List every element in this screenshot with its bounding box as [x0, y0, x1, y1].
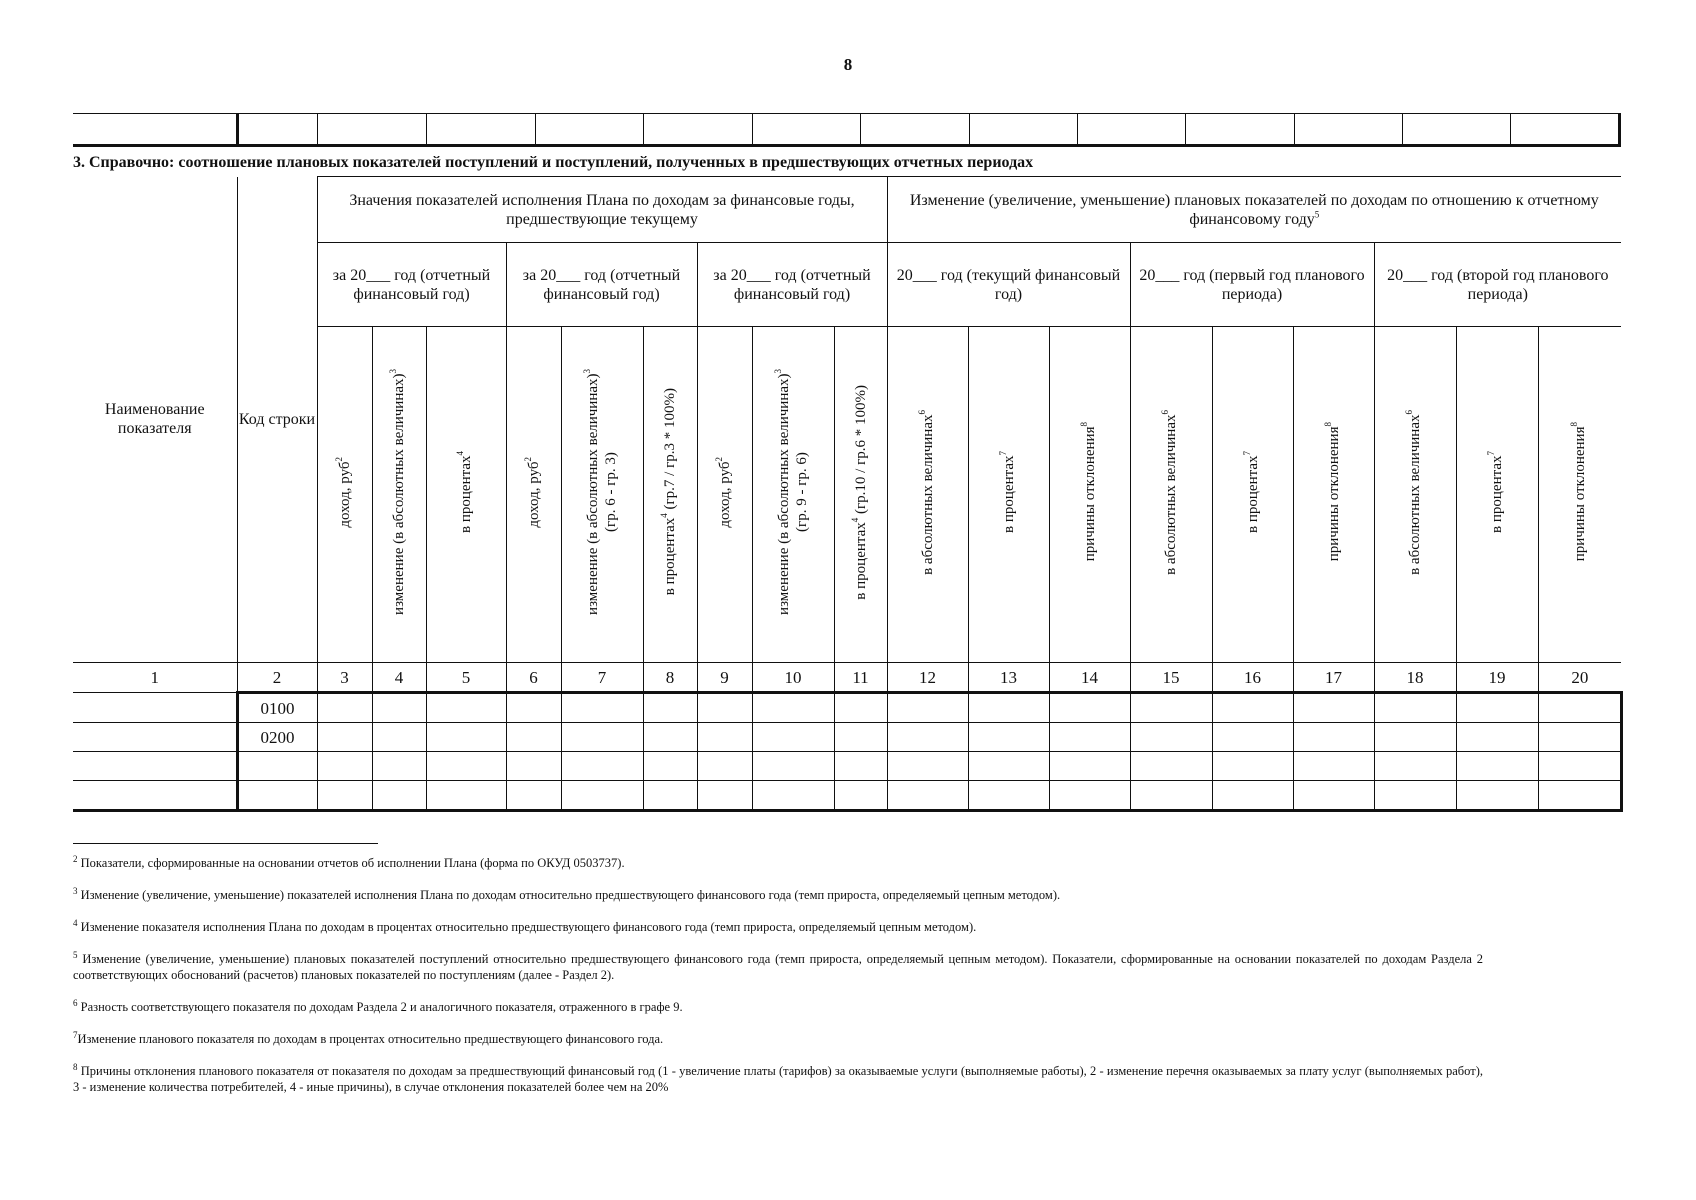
footnote: $^8$ Причины отклонения планового показателя от показателя по доходам за предшествующий финансовый год (1 - увеличение платы (тарифов) за оказываемые услуги (выполняемые работы), 2 - изменение перечня оказываемых за плату услуг (выполняемых работ), 3 - изменение количества потребителей, 4 - иные причины), в случае отклонения показателей более чем на 20% — [73, 1061, 1484, 1094]
section-title: 3. Справочно: соотношение плановых показателей поступлений и поступлений, полученных в предшествующих отчетных периодах — [73, 154, 1034, 171]
value-cell[interactable] — [372, 752, 426, 781]
column-number: 11 — [834, 663, 887, 693]
value-cell[interactable] — [561, 781, 643, 811]
header-col-5: в процентах$^4$ — [426, 327, 506, 663]
value-cell[interactable] — [317, 781, 372, 811]
footnote: $^2$ Показатели, сформированные на основании отчетов об исполнении Плана (форма по ОКУД 0503737). — [73, 853, 625, 870]
column-number: 17 — [1293, 663, 1374, 693]
value-cell[interactable] — [887, 781, 968, 811]
column-number: 7 — [561, 663, 643, 693]
value-cell[interactable] — [643, 723, 697, 752]
blank-cell — [1077, 114, 1185, 146]
footnote-separator — [73, 843, 378, 844]
table-row — [73, 752, 1621, 781]
blank-cell — [73, 114, 238, 146]
value-cell[interactable] — [506, 781, 561, 811]
page-number: 8 — [843, 55, 853, 74]
row-code-cell[interactable]: 0200 — [237, 723, 317, 752]
column-number: 1 — [73, 663, 237, 693]
value-cell[interactable] — [887, 752, 968, 781]
value-cell[interactable] — [752, 781, 834, 811]
header-col-13: в процентах$^7$ — [968, 327, 1049, 663]
blank-cell — [861, 114, 969, 146]
header-col-4: изменение (в абсолютных величинах)$^3$ — [372, 327, 426, 663]
blank-cell — [426, 114, 535, 146]
value-cell[interactable] — [1049, 693, 1130, 723]
header-col-15: в абсолютных величинах$^6$ — [1130, 327, 1212, 663]
header-col-19: в процентах$^7$ — [1456, 327, 1538, 663]
header-col-11: в процентах$^4$ (гр.10 / гр.6 * 100%) — [834, 327, 887, 663]
value-cell[interactable] — [426, 693, 506, 723]
header-row-code: Код строки — [237, 177, 317, 663]
value-cell[interactable] — [887, 723, 968, 752]
value-cell[interactable] — [834, 723, 887, 752]
reference-table — [73, 176, 1623, 812]
header-indicator-name: Наименование показателя — [73, 177, 237, 663]
value-cell[interactable] — [1538, 781, 1621, 811]
header-group-change: Изменение (увеличение, уменьшение) плановых показателей по доходам по отношению к отчетному финансовому году$^5$ — [887, 177, 1621, 243]
value-cell[interactable] — [887, 693, 968, 723]
value-cell[interactable] — [1212, 693, 1293, 723]
value-cell[interactable] — [506, 693, 561, 723]
indicator-name-cell[interactable] — [73, 723, 237, 752]
column-number: 6 — [506, 663, 561, 693]
column-number: 3 — [317, 663, 372, 693]
value-cell[interactable] — [1538, 693, 1621, 723]
blank-cell — [1403, 114, 1511, 146]
blank-cell — [536, 114, 644, 146]
header-col-8: в процентах$^4$ (гр.7 / гр.3 * 100%) — [643, 327, 697, 663]
column-number: 5 — [426, 663, 506, 693]
value-cell[interactable] — [1374, 781, 1456, 811]
column-number: 13 — [968, 663, 1049, 693]
row-code-cell[interactable] — [237, 752, 317, 781]
value-cell[interactable] — [426, 781, 506, 811]
value-cell[interactable] — [561, 693, 643, 723]
indicator-name-cell[interactable] — [73, 693, 237, 723]
value-cell[interactable] — [968, 781, 1049, 811]
value-cell[interactable] — [1456, 693, 1538, 723]
value-cell[interactable] — [1130, 693, 1212, 723]
header-past-year-3: за 20___ год (отчетный финансовый год) — [697, 243, 887, 327]
header-col-6: доход, руб$^2$ — [506, 327, 561, 663]
value-cell[interactable] — [1538, 723, 1621, 752]
table-row — [73, 693, 1621, 723]
column-number: 14 — [1049, 663, 1130, 693]
row-code-cell[interactable]: 0100 — [237, 693, 317, 723]
value-cell[interactable] — [317, 723, 372, 752]
blank-cell — [1294, 114, 1402, 146]
value-cell[interactable] — [426, 723, 506, 752]
value-cell[interactable] — [506, 752, 561, 781]
header-col-9: доход, руб$^2$ — [697, 327, 752, 663]
footnote: $^6$ Разность соответствующего показателя по доходам Раздела 2 и аналогичного показателя, отраженного в графе 9. — [73, 997, 683, 1014]
header-col-7: изменение (в абсолютных величинах)$^3$ (гр. 6 - гр. 3) — [561, 327, 643, 663]
value-cell[interactable] — [968, 752, 1049, 781]
header-col-10: изменение (в абсолютных величинах)$^3$ (гр. 9 - гр. 6) — [752, 327, 834, 663]
value-cell[interactable] — [1456, 752, 1538, 781]
column-number: 12 — [887, 663, 968, 693]
header-col-16: в процентах$^7$ — [1212, 327, 1293, 663]
indicator-name-cell[interactable] — [73, 781, 237, 811]
table-row — [73, 723, 1621, 752]
value-cell[interactable] — [372, 723, 426, 752]
column-number: 16 — [1212, 663, 1293, 693]
value-cell[interactable] — [1293, 781, 1374, 811]
value-cell[interactable] — [697, 693, 752, 723]
value-cell[interactable] — [372, 693, 426, 723]
indicator-name-cell[interactable] — [73, 752, 237, 781]
value-cell[interactable] — [643, 693, 697, 723]
column-number: 18 — [1374, 663, 1456, 693]
value-cell[interactable] — [752, 693, 834, 723]
value-cell[interactable] — [1293, 723, 1374, 752]
value-cell[interactable] — [1456, 781, 1538, 811]
header-col-3: доход, руб$^2$ — [317, 327, 372, 663]
header-past-year-2: за 20___ год (отчетный финансовый год) — [506, 243, 697, 327]
column-number: 8 — [643, 663, 697, 693]
value-cell[interactable] — [1212, 781, 1293, 811]
value-cell[interactable] — [834, 752, 887, 781]
value-cell[interactable] — [1130, 752, 1212, 781]
header-plan-year-second: 20___ год (второй год планового периода) — [1374, 243, 1621, 327]
value-cell[interactable] — [834, 781, 887, 811]
column-number: 19 — [1456, 663, 1538, 693]
column-number: 2 — [237, 663, 317, 693]
header-plan-year-first: 20___ год (первый год планового периода) — [1130, 243, 1374, 327]
footnotes — [73, 855, 1483, 1111]
header-col-14: причины отклонения$^8$ — [1049, 327, 1130, 663]
header-col-12: в абсолютных величинах$^6$ — [887, 327, 968, 663]
blank-cell — [1511, 114, 1620, 146]
value-cell[interactable] — [1212, 752, 1293, 781]
value-cell[interactable] — [752, 752, 834, 781]
value-cell[interactable] — [643, 781, 697, 811]
value-cell[interactable] — [1130, 781, 1212, 811]
column-number: 9 — [697, 663, 752, 693]
blank-cell — [238, 114, 318, 146]
blank-cell — [1186, 114, 1294, 146]
value-cell[interactable] — [643, 752, 697, 781]
value-cell[interactable] — [426, 752, 506, 781]
column-number: 20 — [1538, 663, 1621, 693]
header-group-past-years: Значения показателей исполнения Плана по доходам за финансовые годы, предшествующие текущему — [317, 177, 887, 243]
value-cell[interactable] — [1130, 723, 1212, 752]
value-cell[interactable] — [697, 752, 752, 781]
value-cell[interactable] — [372, 781, 426, 811]
column-number: 4 — [372, 663, 426, 693]
value-cell[interactable] — [1293, 693, 1374, 723]
table-row — [73, 781, 1621, 811]
value-cell[interactable] — [1049, 723, 1130, 752]
value-cell[interactable] — [561, 752, 643, 781]
value-cell[interactable] — [1293, 752, 1374, 781]
footnote: $^5$ Изменение (увеличение, уменьшение) плановых показателей поступлений относительно предшествующего финансового года (темп прироста, определяемый цепным методом). Показатели, сформированные на основании показателей по доходам Раздела 2 соответствующих обоснований (расчетов) плановых показателей по поступлениям (далее - Раздел 2). — [73, 949, 1484, 982]
value-cell[interactable] — [1456, 723, 1538, 752]
row-code-cell[interactable] — [237, 781, 317, 811]
value-cell[interactable] — [317, 693, 372, 723]
header-col-20: причины отклонения$^8$ — [1538, 327, 1621, 663]
value-cell[interactable] — [1049, 781, 1130, 811]
value-cell[interactable] — [1538, 752, 1621, 781]
footnote: $^7$Изменение планового показателя по доходам в процентах относительно предшествующего финансового года. — [73, 1029, 664, 1046]
value-cell[interactable] — [1374, 723, 1456, 752]
value-cell[interactable] — [752, 723, 834, 752]
footnote: $^4$ Изменение показателя исполнения Плана по доходам в процентах относительно предшествующего финансового года (темп прироста, определяемый цепным методом). — [73, 917, 977, 934]
value-cell[interactable] — [968, 693, 1049, 723]
blank-cell — [969, 114, 1077, 146]
value-cell[interactable] — [317, 752, 372, 781]
value-cell[interactable] — [834, 693, 887, 723]
value-cell[interactable] — [1049, 752, 1130, 781]
value-cell[interactable] — [1374, 752, 1456, 781]
value-cell[interactable] — [697, 723, 752, 752]
header-past-year-1: за 20___ год (отчетный финансовый год) — [317, 243, 506, 327]
header-col-18: в абсолютных величинах$^6$ — [1374, 327, 1456, 663]
header-col-17: причины отклонения$^8$ — [1293, 327, 1374, 663]
value-cell[interactable] — [1212, 723, 1293, 752]
value-cell[interactable] — [697, 781, 752, 811]
footnote: $^3$ Изменение (увеличение, уменьшение) показателей исполнения Плана по доходам относительно предшествующего финансового года (темп прироста, определяемый цепным методом). — [73, 885, 1061, 902]
column-number-row — [73, 663, 1621, 693]
blank-cell — [644, 114, 752, 146]
column-number: 10 — [752, 663, 834, 693]
value-cell[interactable] — [506, 723, 561, 752]
blank-cell — [752, 114, 860, 146]
previous-table-tail — [73, 113, 1621, 147]
blank-cell — [318, 114, 426, 146]
value-cell[interactable] — [561, 723, 643, 752]
header-plan-year-current: 20___ год (текущий финансовый год) — [887, 243, 1130, 327]
value-cell[interactable] — [1374, 693, 1456, 723]
value-cell[interactable] — [968, 723, 1049, 752]
column-number: 15 — [1130, 663, 1212, 693]
